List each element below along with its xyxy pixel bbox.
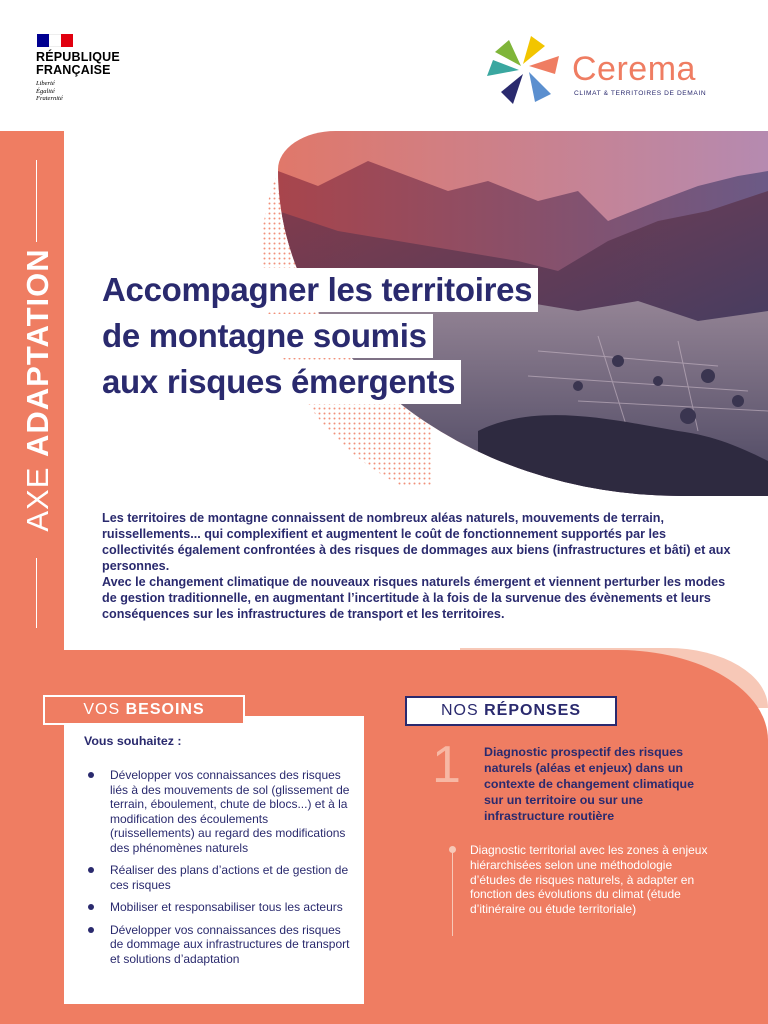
cerema-logo — [482, 34, 742, 106]
side-label-bold: ADAPTATION — [20, 248, 55, 457]
responses-heading — [405, 696, 617, 726]
list-item: Développer vos connaissances des risques liés à des mouvements de sol (glissement de terrain, éboulement, chute de blocs...) et à la modification des écoulements (ruissellements) au regard des modifications des phénomènes naturels — [88, 768, 352, 855]
side-label-light: AXE — [20, 456, 55, 532]
responses-heading-light: NOS — [440, 702, 485, 719]
responses-heading-bold: RÉPONSES — [484, 702, 582, 719]
page-title — [96, 268, 538, 406]
side-line-bottom — [36, 558, 37, 628]
list-item: Réaliser des plans d’actions et de gestion de ces risques — [88, 863, 352, 892]
side-line-top — [36, 160, 37, 242]
response-number: 1 — [432, 736, 461, 794]
french-flag-icon — [37, 34, 73, 47]
response-detail-text: Diagnostic territorial avec les zones à enjeux hiérarchisées selon une méthodologie d’études de risques naturels, à adapter en fonction des évolutions du climat (étude d’itinéraire ou étude territoriale) — [470, 843, 708, 917]
response-main-text: Diagnostic prospectif des risques naturels (aléas et enjeux) dans un contexte de changement climatique sur un territoire ou sur une infrastructure routière — [484, 745, 695, 823]
needs-heading-bold: BESOINS — [125, 701, 205, 718]
needs-heading-light: VOS — [83, 701, 126, 718]
title-line-3: aux risques émergents — [96, 360, 461, 404]
motto-egalite: Égalité — [36, 87, 55, 95]
rf-motto — [36, 80, 146, 103]
list-item: Développer vos connaissances des risques de dommage aux infrastructures de transport et solutions d’adaptation — [88, 923, 352, 967]
rf-name-line2: FRANÇAISE — [36, 63, 111, 77]
motto-liberte: Liberté — [36, 80, 55, 87]
rf-name-line1: RÉPUBLIQUE — [36, 50, 120, 64]
needs-list — [88, 768, 352, 974]
intro-paragraph-1: Les territoires de montagne connaissent de nombreux aléas naturels, mouvements de terrain, ruissellements... qui complexifient et augmentent le coût de fonctionnement supportés par les collectivités également confrontées à des risques de dommages aux biens (infrastructures et bâti) et aux personnes. — [102, 511, 731, 573]
needs-heading — [43, 695, 245, 725]
title-line-2: de montagne soumis — [96, 314, 433, 358]
cerema-tagline: CLIMAT & TERRITOIRES DE DEMAIN — [574, 90, 707, 97]
intro-paragraph-2: Avec le changement climatique de nouveaux risques naturels émergent et viennent perturber les modes de gestion traditionnelle, en augmentant l’incertitude à la fois de la survenue des évènements et leurs conséquences sur les infrastructures de transport et les territoires. — [102, 575, 726, 621]
title-line-1: Accompagner les territoires — [96, 268, 538, 312]
side-label — [20, 248, 56, 531]
needs-subtitle: Vous souhaitez : — [84, 734, 182, 748]
motto-fraternite: Fraternité — [36, 95, 63, 102]
cerema-wordmark: Cerema — [572, 50, 696, 88]
cerema-mark-icon — [482, 34, 568, 106]
list-item: Mobiliser et responsabiliser tous les acteurs — [88, 900, 352, 915]
response-timeline-dot — [449, 846, 456, 853]
intro-text — [102, 510, 732, 622]
republique-francaise-logo — [36, 34, 146, 103]
response-timeline-line — [452, 848, 453, 936]
